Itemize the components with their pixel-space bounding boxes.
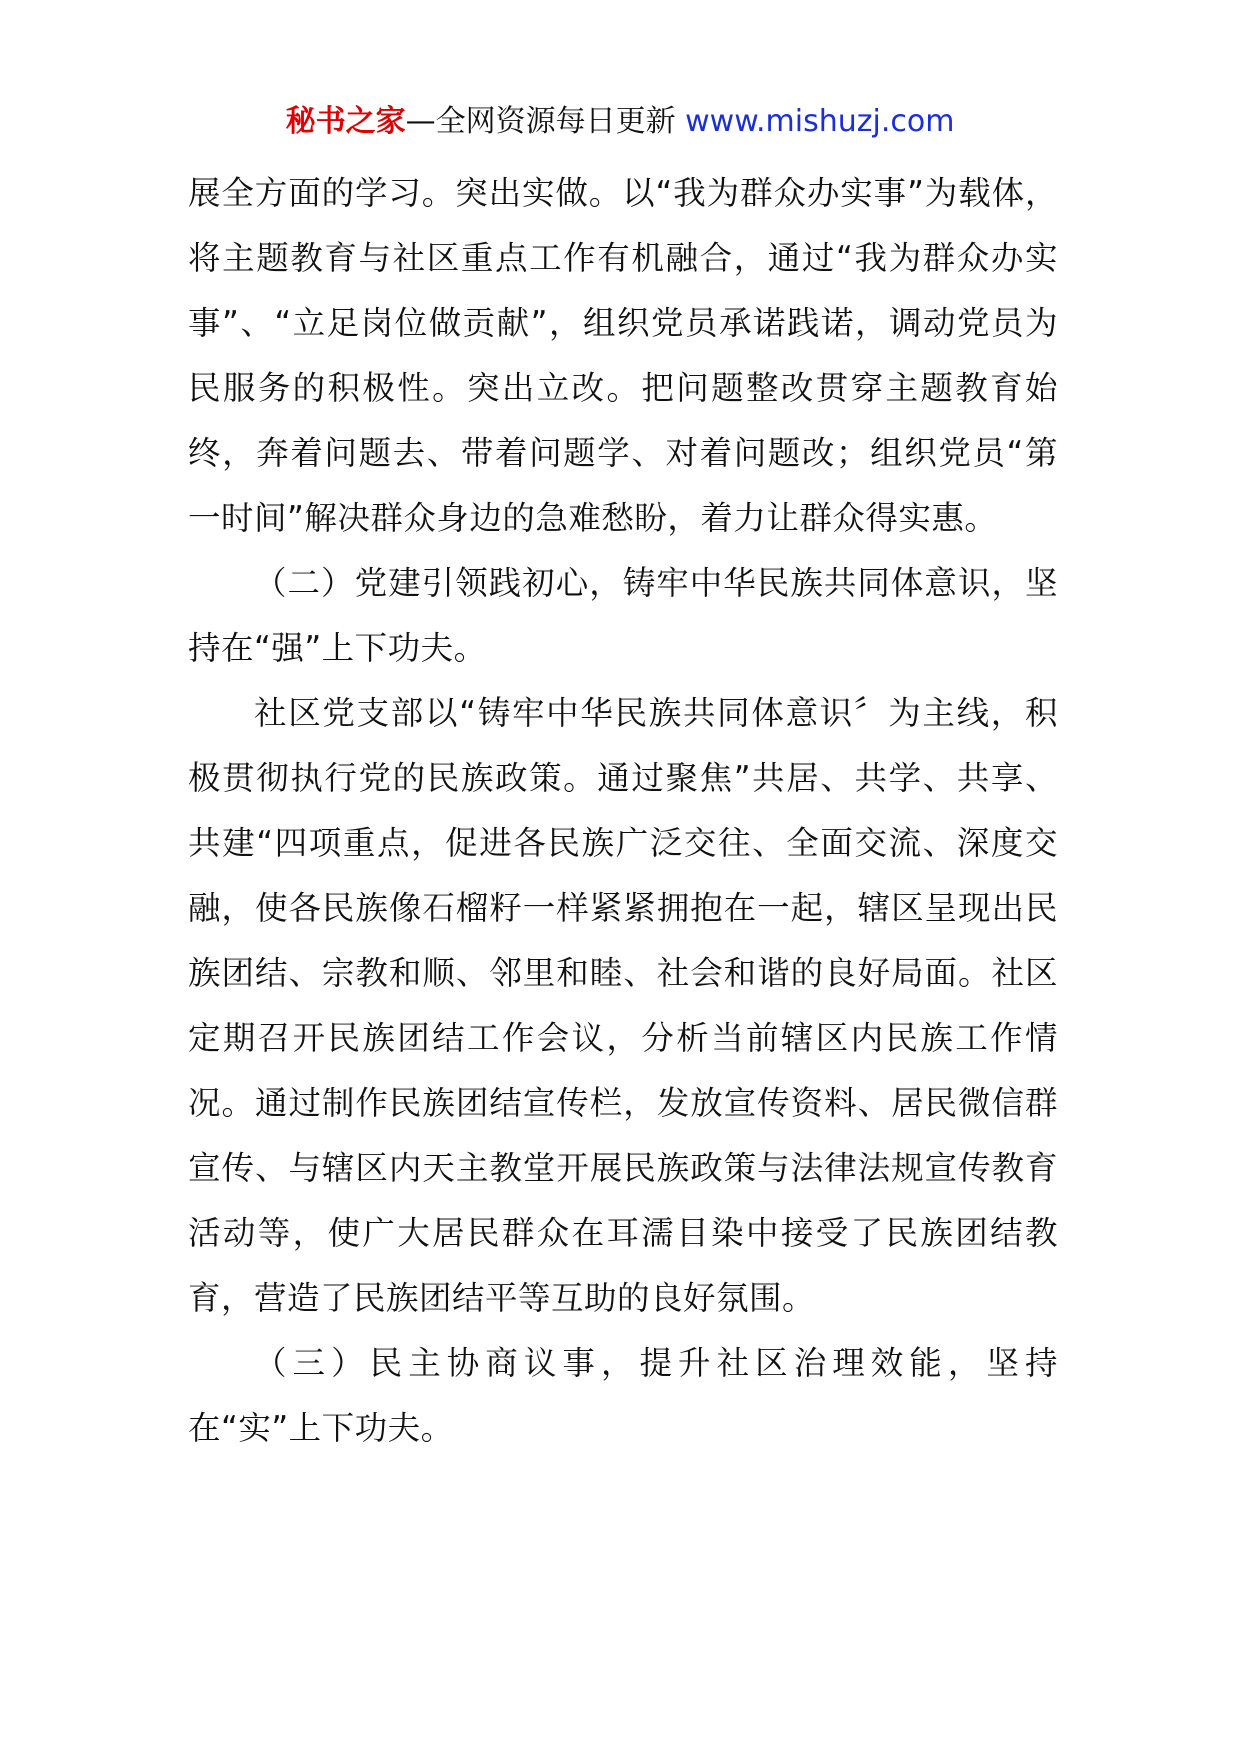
document-body <box>188 161 1058 1461</box>
page-header <box>0 102 1240 142</box>
website-link[interactable]: www.mishuzj.com <box>685 104 955 139</box>
paragraph-continued: 展全方面的学习。突出实做。以“我为群众办实事”为载体，将主题教育与社区重点工作有机融合，通过“我为群众办实事”、“立足岗位做贡献”，组织党员承诺践诺，调动党员为民服务的积极性。突出立改。把问题整改贯穿主题教育始终，奔着问题去、带着问题学、对着问题改；组织党员“第一时间”解决群众身边的急难愁盼，着力让群众得实惠。 <box>188 174 1058 537</box>
header-tagline: —全网资源每日更新 <box>405 104 676 139</box>
paragraph-section-2: 社区党支部以“铸牢中华民族共同体意识〞为主线，积极贯彻执行党的民族政策。通过聚焦”共居、共学、共享、共建“四项重点，促进各民族广泛交往、全面交流、深度交融，使各民族像石榴籽一样紧紧拥抱在一起，辖区呈现出民族团结、宗教和顺、邻里和睦、社会和谐的良好局面。社区定期召开民族团结工作会议，分析当前辖区内民族工作情况。通过制作民族团结宣传栏，发放宣传资料、居民微信群宣传、与辖区内天主教堂开展民族政策与法律法规宣传教育活动等，使广大居民群众在耳濡目染中接受了民族团结教育，营造了民族团结平等互助的良好氛围。 <box>188 694 1058 1317</box>
section-heading-3: （三）民主协商议事，提升社区治理效能，坚持在“实”上下功夫。 <box>188 1344 1058 1447</box>
brand-name: 秘书之家 <box>285 104 406 139</box>
section-heading-2: （二）党建引领践初心，铸牢中华民族共同体意识，坚持在“强”上下功夫。 <box>188 564 1058 667</box>
